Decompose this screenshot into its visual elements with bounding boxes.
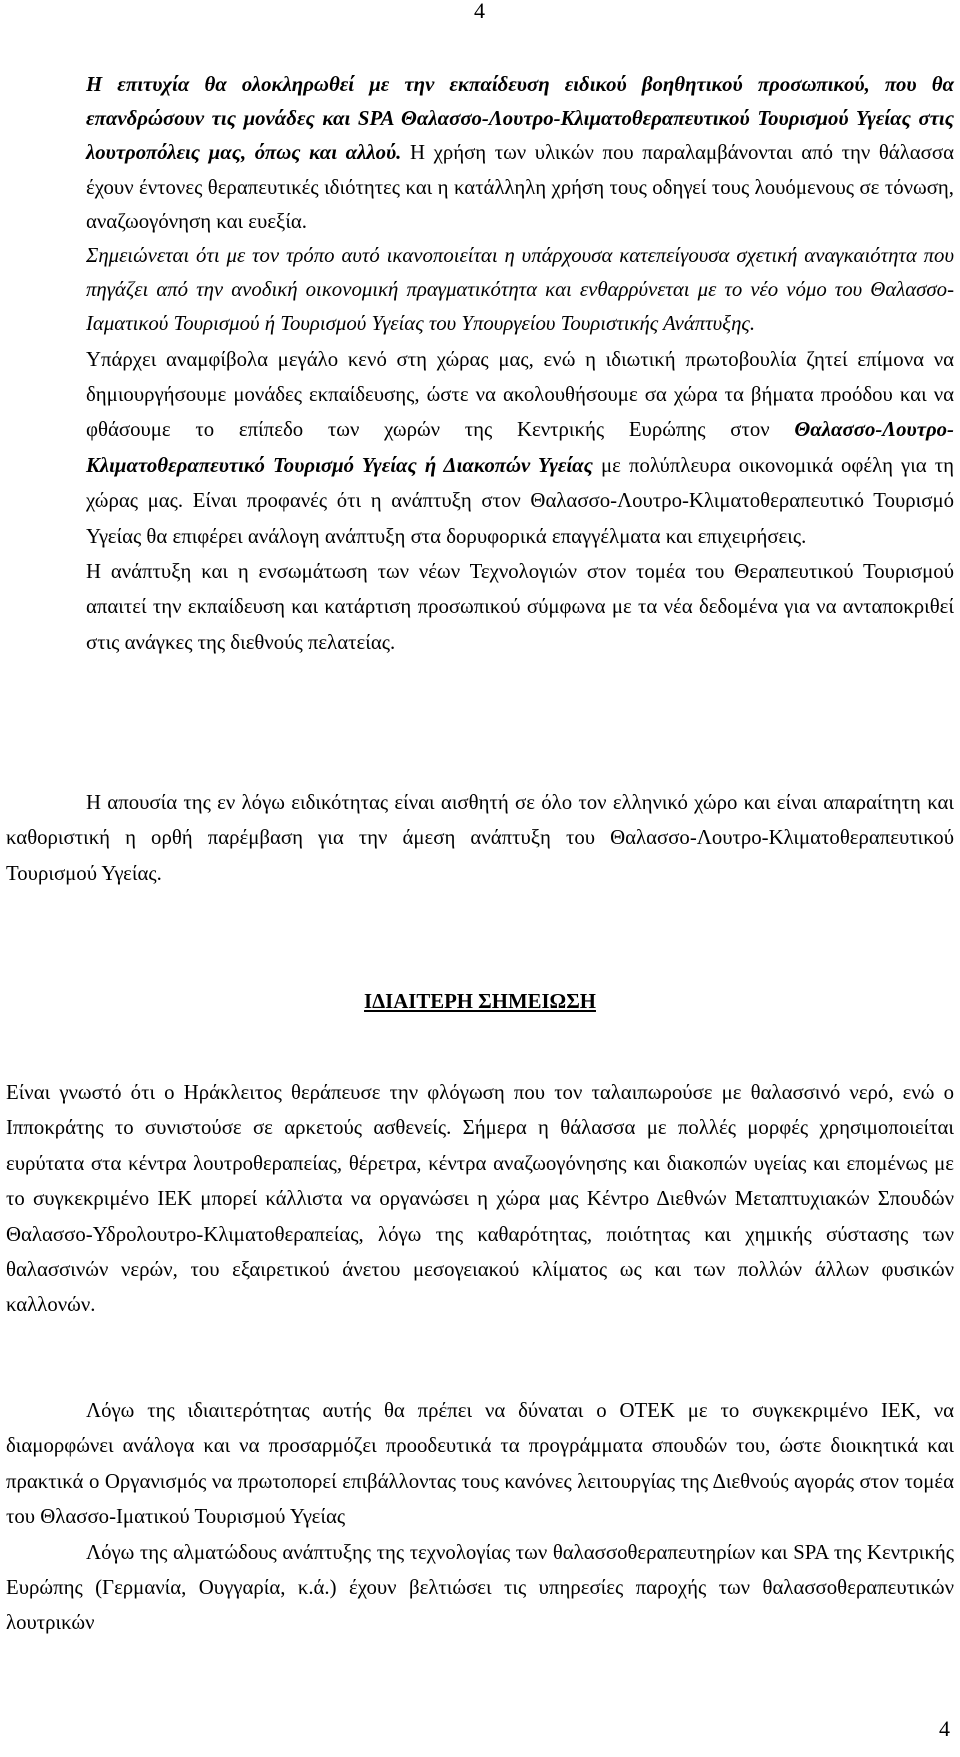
- intro-bold-lead: Η επιτυχία θα ολοκληρωθεί με την εκπαίδευση ειδικού βοηθητικού προσωπικού, που θα επανδρώσουν τις μονάδες και SPA Θαλασσο-Λουτρο-Κλιματοθεραπευτικού Τουρισμού Υγείας στις λουτροπόλεις μας, όπως και αλλού.: [86, 73, 954, 165]
- gap-paragraph: [86, 342, 954, 554]
- special-note-section: [6, 1075, 954, 1323]
- oek-paragraph: Λόγω της ιδιαιτερότητας αυτής θα πρέπει να δύναται ο ΟΤΕΚ με το συγκεκριμένο ΙΕΚ, να διαμορφώνει ανάλογα και να προσαρμόζει προοδευτικά τα προγράμματα σπουδών του, ώστε διοικητικά και πρακτικά ο Οργανισμός να πρωτοπορεί επιβάλλοντας τους κανόνες λειτουργίας της Διεθνούς αγοράς στον τομέα του Θλασσο-Ιματικού Τουρισμού Υγείας: [6, 1399, 954, 1529]
- page-number-bottom: 4: [939, 1716, 950, 1741]
- special-note-body: Είναι γνωστό ότι ο Ηράκλειτος θεράπευσε την φλόγωση που τον ταλαιπωρούσε με θαλασσινό νερό, ενώ ο Ιπποκράτης το συνιστούσε σε αρκετούς ασθενείς. Σήμερα η θάλασσα με πολλές μορφές χρησιμοποιείται ευρύτατα στα κέντρα λουτροθεραπείας, θέρετρα, κέντρα αναζωογόνησης και διακοπών υγείας και επομένως με το συγκεκριμένο ΙΕΚ μπορεί κάλλιστα να οργανώσει η χώρα μας Κέντρο Διεθνών Μεταπτυχιακών Σπουδών Θαλασσο-Υδρολουτρο-Κλιματοθεραπείας, λόγω της καθαρότητας, ποιότητας και χημικής σύστασης των θαλασσινών νερών, του εξαιρετικού άνετου μεσογειακού κλίματος ως και των πολλών άλλων φυσικών καλλονών.: [6, 1081, 954, 1317]
- gap-paragraph-end: με πολύπλευρα οικονομικά οφέλη για τη χώρας μας. Είναι προφανές ότι η ανάπτυξη στον Θαλασσο-Λουτρο-Κλιματοθεραπευτικό Τουρισμό Υγείας θα επιφέρει ανάλογη ανάπτυξη στα δορυφορικά επαγγέλματα και επιχειρήσεις.: [86, 453, 954, 548]
- gap-paragraph-bold: Θαλασσο-Λουτρο-Κλιματοθεραπευτικό Τουρισμό Υγείας ή Διακοπών Υγείας: [86, 418, 954, 477]
- intro-after-lead: Η χρήση των υλικών που παραλαμβάνονται από την θάλασσα έχουν έντονες θεραπευτικές ιδιότητες και η κατάλληλη χρήση τους οδηγεί τους λουόμενους σε τόνωση, αναζωογόνηση και ευεξία.: [86, 141, 954, 233]
- special-note-heading: ΙΔΙΑΙΤΕΡΗ ΣΗΜΕΙΩΣΗ: [364, 990, 596, 1013]
- gap-paragraph-start: Υπάρχει αναμφίβολα μεγάλο κενό στη χώρας μας, ενώ η ιδιωτική πρωτοβουλία ζητεί επίμονα να δημιουργήσουμε μονάδες εκπαίδευσης, ώστε να ακολουθήσουμε σα χώρα τα βήματα προόδου και να φθάσουμε το επίπεδο των χωρών της Κεντρικής Ευρώπης στον: [86, 347, 954, 442]
- intro-section: [86, 68, 954, 660]
- intro-paragraph: [86, 68, 954, 239]
- technology-paragraph: Η ανάπτυξη και η ενσωμάτωση των νέων Τεχνολογιών στον τομέα του Θεραπευτικού Τουρισμού απαιτεί την εκπαίδευση και κατάρτιση προσωπικού σύμφωνα με τα νέα δεδομένα για να ανταποκριθεί στις ανάγκες της διεθνούς πελατείας.: [86, 560, 954, 654]
- page-number-top: 4: [474, 0, 485, 23]
- absence-paragraph: Η απουσία της εν λόγω ειδικότητας είναι αισθητή σε όλο τον ελληνικό χώρο και είναι απαραίτητη και καθοριστική η ορθή παρέμβαση για την άμεση ανάπτυξη του Θαλασσο-Λουτρο-Κλιματοθεραπευτικού Τουρισμού Υγείας.: [6, 791, 954, 885]
- spa-paragraph: Λόγω της αλματώδους ανάπτυξης της τεχνολογίας των θαλασσοθεραπευτηρίων και SPA της Κεντρικής Ευρώπης (Γερμανία, Ουγγαρία, κ.ά.) έχουν βελτιώσει τις υπηρεσίες παροχής των θαλασσοθεραπευτικών λουτρικών: [6, 1540, 954, 1635]
- oek-section: [6, 1393, 954, 1641]
- intro-italic-note: Σημειώνεται ότι με τον τρόπο αυτό ικανοποιείται η υπάρχουσα κατεπείγουσα σχετική αναγκαιότητα που πηγάζει από την ανοδική οικονομική πραγματικότητα και ενθαρρύνεται με το νέο νόμο του Θαλασσο-Ιαματικού Τουρισμού ή Τουρισμού Υγείας του Υπουργείου Τουριστικής Ανάπτυξης.: [86, 244, 954, 336]
- absence-section: [6, 785, 954, 891]
